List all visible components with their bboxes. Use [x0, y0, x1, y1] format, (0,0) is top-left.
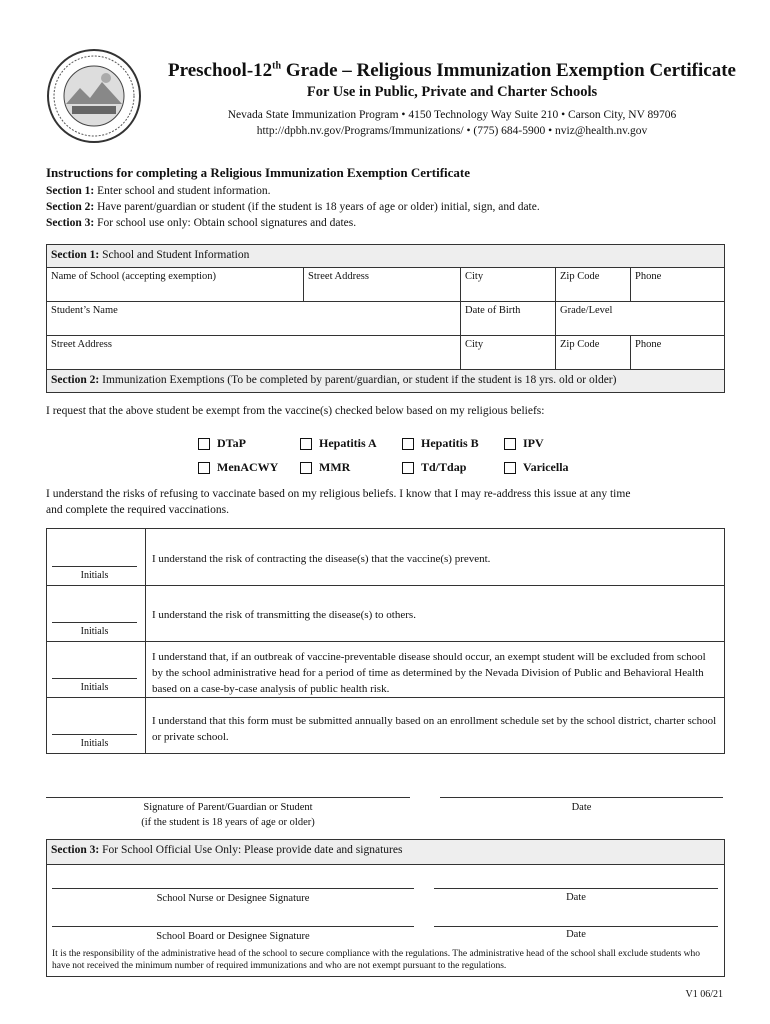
- checkbox-square-icon: [504, 438, 516, 450]
- nurse-date-line[interactable]: [434, 888, 718, 889]
- checkbox-mmr[interactable]: MMR: [300, 460, 350, 475]
- checkbox-hepatitis-b[interactable]: Hepatitis B: [402, 436, 479, 451]
- exemption-request: I request that the above student be exempt from the vaccine(s) checked below based on my religious beliefs:: [46, 405, 545, 417]
- parent-date-label: Date: [571, 802, 592, 813]
- section-1-header: Section 1: School and Student Information: [46, 244, 725, 268]
- understand-risks-line-2: and complete the required vaccinations.: [46, 504, 229, 516]
- student-city-field[interactable]: City: [460, 335, 555, 369]
- understand-risks-line-1: I understand the risks of refusing to vaccinate based on my religious beliefs. I know that I may re-address this issue at any time: [46, 488, 631, 500]
- checkbox-td-tdap[interactable]: Td/Tdap: [402, 460, 466, 475]
- school-city-field[interactable]: City: [460, 267, 555, 301]
- school-zip-field[interactable]: Zip Code: [555, 267, 630, 301]
- checkbox-square-icon: [300, 462, 312, 474]
- student-zip-field[interactable]: Zip Code: [555, 335, 630, 369]
- school-street-field[interactable]: Street Address: [303, 267, 460, 301]
- student-phone-field[interactable]: Phone: [630, 335, 724, 369]
- board-date-line[interactable]: [434, 926, 718, 927]
- checkbox-ipv[interactable]: IPV: [504, 436, 544, 451]
- initials-input-1[interactable]: [52, 566, 137, 567]
- checkbox-dtap[interactable]: DTaP: [198, 436, 246, 451]
- parent-date-line[interactable]: [440, 797, 723, 798]
- instruction-section-1: Section 1: Enter school and student information.: [46, 185, 271, 197]
- nurse-signature-label: School Nurse or Designee Signature: [156, 893, 310, 904]
- date-of-birth-field[interactable]: Date of Birth: [460, 301, 555, 335]
- nurse-date-label: Date: [566, 892, 586, 903]
- program-address: Nevada State Immunization Program • 4150 Technology Way Suite 210 • Carson City, NV 89706: [227, 109, 677, 121]
- checkbox-varicella[interactable]: Varicella: [504, 460, 569, 475]
- nurse-signature-line[interactable]: [52, 888, 414, 889]
- instruction-section-2: Section 2: Have parent/guardian or student (if the student is 18 years of age or older) initial, sign, and date.: [46, 201, 540, 213]
- school-phone-field[interactable]: Phone: [630, 267, 724, 301]
- school-name-field[interactable]: Name of School (accepting exemption): [46, 267, 303, 301]
- form-subtitle: For Use in Public, Private and Charter Schools: [306, 84, 598, 100]
- statement-annual: I understand that this form must be submitted annually based on an enrollment schedule set by the school district, charter school or private school.: [152, 715, 717, 743]
- initials-input-3[interactable]: [52, 678, 137, 679]
- section-2-header: Section 2: Immunization Exemptions (To be completed by parent/guardian, or student if the student is 18 yrs. old or older): [46, 369, 725, 393]
- instruction-section-3: Section 3: For school use only: Obtain school signatures and dates.: [46, 217, 357, 229]
- parent-signature-label: Signature of Parent/Guardian or Student: [143, 802, 313, 813]
- parent-signature-line[interactable]: [46, 797, 410, 798]
- initials-label: Initials: [80, 682, 109, 693]
- form-version: V1 06/21: [685, 989, 723, 1000]
- checkbox-hepatitis-a[interactable]: Hepatitis A: [300, 436, 377, 451]
- checkbox-square-icon: [402, 462, 414, 474]
- board-date-label: Date: [566, 929, 586, 940]
- checkbox-square-icon: [504, 462, 516, 474]
- compliance-note: It is the responsibility of the administrative head of the school to secure compliance with the regulations. The administrative head of the school shall exclude students who have not received the minimum number of required immunizations and who are not exempt pursuant to the regulations.: [52, 949, 701, 971]
- board-signature-line[interactable]: [52, 926, 414, 927]
- instructions-heading: Instructions for completing a Religious Immunization Exemption Certificate: [46, 165, 471, 180]
- statement-contracting: I understand the risk of contracting the disease(s) that the vaccine(s) prevent.: [152, 553, 491, 565]
- form-title: Preschool-12th Grade – Religious Immunization Exemption Certificate: [168, 60, 736, 81]
- program-contact: http://dpbh.nv.gov/Programs/Immunizations/ • (775) 684-5900 • nviz@health.nv.gov: [256, 125, 648, 137]
- section-1-table: [46, 267, 725, 370]
- student-street-field[interactable]: Street Address: [46, 335, 460, 369]
- checkbox-square-icon: [198, 438, 210, 450]
- section-3-header: Section 3: For School Official Use Only: Please provide date and signatures: [46, 839, 725, 865]
- initials-input-4[interactable]: [52, 734, 137, 735]
- initials-label: Initials: [80, 626, 109, 637]
- parent-signature-sublabel: (if the student is 18 years of age or older): [141, 817, 315, 828]
- initials-input-2[interactable]: [52, 622, 137, 623]
- grade-level-field[interactable]: Grade/Level: [555, 301, 724, 335]
- nevada-state-seal: [46, 48, 142, 144]
- checkbox-square-icon: [300, 438, 312, 450]
- checkbox-square-icon: [198, 462, 210, 474]
- student-name-field[interactable]: Student’s Name: [46, 301, 460, 335]
- initials-label: Initials: [80, 738, 109, 749]
- statement-transmitting: I understand the risk of transmitting the disease(s) to others.: [152, 609, 416, 621]
- board-signature-label: School Board or Designee Signature: [156, 931, 310, 942]
- statement-outbreak: I understand that, if an outbreak of vaccine-preventable disease should occur, an exempt student will be excluded from school by the school administrative head for a period of time as determined by the Nevada Division of Public and Behavioral Health based on a case-by-case analysis of public health risk.: [152, 651, 706, 695]
- initials-label: Initials: [80, 570, 109, 581]
- checkbox-menacwy[interactable]: MenACWY: [198, 460, 278, 475]
- checkbox-square-icon: [402, 438, 414, 450]
